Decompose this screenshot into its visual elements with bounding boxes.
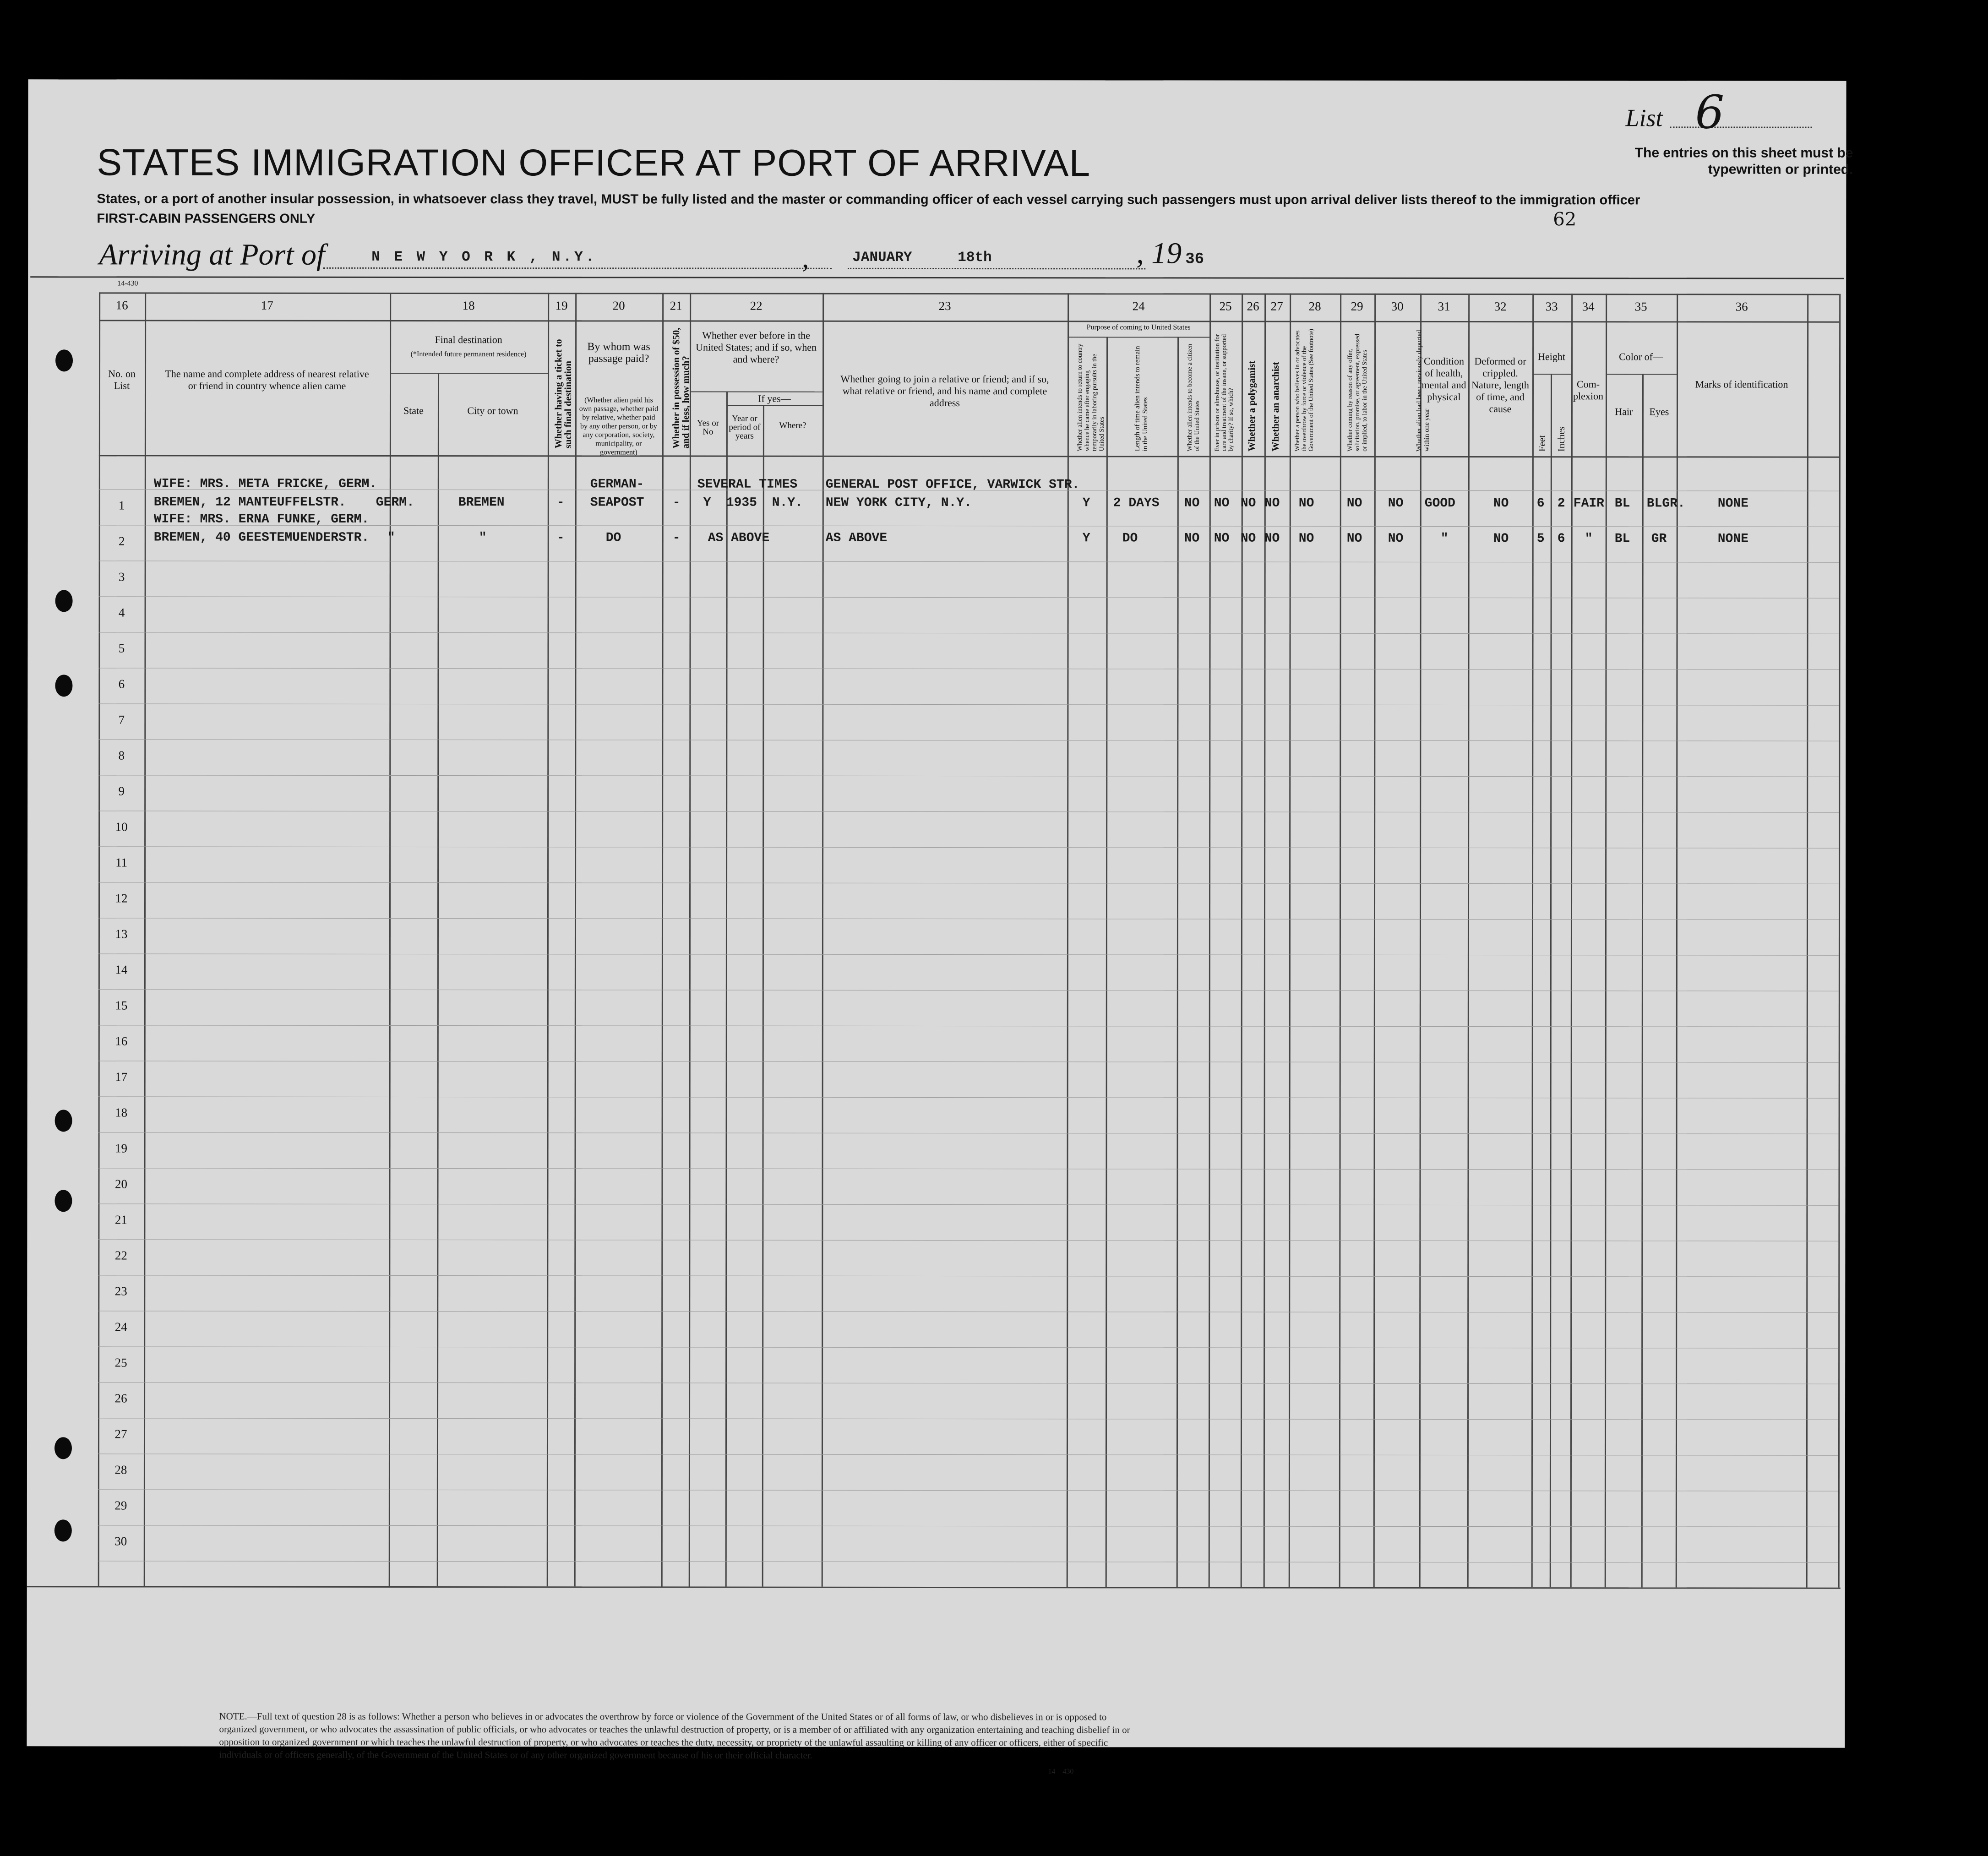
header-overthrow: Whether a person who believes in or advocates the overthrow by force or violence of the Government of the United States (See footnote) (1294, 329, 1315, 452)
col-line (822, 293, 824, 1587)
row2-citizen: NO (1184, 531, 1200, 546)
col-line (389, 293, 391, 1586)
row2-state: " (387, 530, 395, 545)
row1-hair: BL (1614, 496, 1630, 511)
header-state: State (403, 404, 424, 417)
col-number-27: 27 (1270, 299, 1283, 313)
row-number: 18 (115, 1105, 128, 1120)
row-number: 15 (115, 998, 128, 1012)
row-number: 6 (118, 677, 125, 691)
arrival-year (1136, 236, 1204, 271)
sub-rule (1606, 374, 1677, 375)
row-number: 16 (115, 1034, 128, 1048)
row-rule (98, 775, 1839, 777)
col-line (1641, 374, 1644, 1587)
row2-fifty: - (672, 531, 681, 545)
col-number-35: 35 (1634, 299, 1647, 314)
comma-separator: , (802, 243, 809, 273)
row-rule (98, 1275, 1838, 1277)
row-rule (98, 703, 1839, 705)
row-number: 29 (114, 1498, 127, 1513)
row1-deported: NO (1388, 496, 1404, 511)
header-yes-or-no: Yes or No (697, 418, 719, 437)
col-line (1176, 337, 1179, 1587)
col-line (1373, 294, 1376, 1587)
col-line (1806, 294, 1808, 1588)
col-number-20: 20 (612, 299, 625, 313)
col-line (1531, 294, 1534, 1587)
row-number: 14 (115, 963, 128, 977)
row2-eyes: GR (1651, 532, 1667, 546)
row-number: 30 (114, 1534, 127, 1548)
col-number-26: 26 (1247, 299, 1259, 313)
col-number-32: 32 (1494, 299, 1507, 314)
sub-rule (1532, 374, 1571, 375)
row1-fifty: - (672, 495, 681, 510)
row2-anarchist: NO (1264, 531, 1280, 546)
header-eyes: Eyes (1649, 406, 1669, 418)
row-number: 11 (115, 855, 128, 870)
row-rule (98, 846, 1839, 848)
row-rule (98, 1418, 1838, 1420)
row2-feet: 5 (1536, 532, 1545, 546)
year-prefix: , 19 (1136, 236, 1182, 270)
header-year-period: Year or period of years (729, 414, 761, 441)
header-join-relative: Whether going to join a relative or friend; and if so, what relative or friend, and his name and complete address (840, 373, 1049, 409)
header-height: Height (1538, 351, 1566, 363)
header-marks: Marks of identification (1695, 378, 1788, 390)
col-number-29: 29 (1351, 299, 1363, 313)
row-number: 22 (114, 1248, 127, 1263)
row2-paid-line2: DO (605, 531, 621, 545)
row-number: 7 (118, 713, 125, 727)
punch-hole (55, 675, 72, 697)
col-number-16: 16 (115, 298, 128, 312)
manifest-sheet (27, 79, 1853, 1776)
header-final-destination-note: (*Intended future permanent residence) (410, 350, 527, 359)
row2-deported: NO (1388, 531, 1404, 546)
row1-polygamist: NO (1240, 496, 1256, 511)
punch-hole (54, 1437, 72, 1459)
header-inches: Inches (1555, 426, 1567, 452)
row-rule (98, 668, 1839, 669)
row-rule (98, 1561, 1838, 1562)
col-line (547, 293, 549, 1586)
row1-ticket: - (556, 495, 565, 510)
col-number-30: 30 (1391, 299, 1404, 313)
row1-before-yes: Y (703, 495, 711, 510)
row1-state: GERM. (376, 495, 414, 510)
col-line (1106, 337, 1108, 1587)
col-number-24: 24 (1132, 299, 1145, 313)
header-ticket: Whether having a ticket to such final destination (552, 339, 574, 449)
header-rule (30, 276, 1844, 279)
year-suffix: 36 (1185, 250, 1204, 268)
row-rule (98, 1168, 1839, 1170)
row-rule (98, 1025, 1839, 1027)
col-number-36: 36 (1735, 299, 1748, 314)
row-rule (98, 1096, 1839, 1098)
form-code: 14-430 (117, 279, 138, 288)
row2-polygamist: NO (1240, 531, 1256, 546)
header-fifty-dollars: Whether in possession of $50, and if less, how much? (670, 327, 692, 449)
col-number-18: 18 (462, 299, 475, 313)
form-title: STATES IMMIGRATION OFFICER AT PORT OF ARRIVAL (97, 142, 1091, 185)
header-passage-paid-note: (Whether alien paid his own passage, whether paid by relative, whether paid by any other person, or by any corporation, society, municipality, or government) (579, 396, 659, 457)
row-number: 26 (114, 1391, 127, 1405)
table-top-rule (99, 292, 1839, 295)
row-number: 8 (118, 748, 125, 762)
punch-hole (55, 590, 73, 612)
passenger-class-line: FIRST-CABIN PASSENGERS ONLY (97, 211, 316, 226)
col-line (725, 392, 728, 1587)
row2-complexion: " (1585, 532, 1593, 546)
row1-join-line2: NEW YORK CITY, N.Y. (825, 495, 972, 511)
row-number: 28 (114, 1463, 127, 1477)
row1-overthrow: NO (1298, 496, 1314, 511)
table-bottom-rule (27, 1586, 1841, 1589)
row-rule (99, 561, 1839, 562)
col-number-17: 17 (261, 298, 273, 312)
row-number: 5 (118, 641, 125, 655)
col-line (1570, 294, 1573, 1587)
col-line (1241, 294, 1243, 1587)
col-line (1289, 294, 1291, 1587)
col-number-23: 23 (938, 299, 951, 313)
col-number-22: 22 (750, 299, 763, 313)
header-bottom-rule (99, 455, 1839, 457)
row-number: 21 (114, 1213, 127, 1227)
row-rule (98, 1453, 1838, 1455)
row2-deformed: NO (1493, 532, 1509, 546)
row1-city: BREMEN (458, 495, 505, 510)
row1-relative-line1: WIFE: MRS. META FRICKE, GERM. (153, 477, 377, 491)
list-label: List (1625, 104, 1663, 132)
row2-offer: NO (1346, 531, 1362, 546)
sub-rule (726, 405, 822, 406)
row-number: 25 (114, 1355, 127, 1370)
row1-marks: NONE (1717, 496, 1749, 511)
row2-join-line2: AS ABOVE (825, 531, 888, 545)
row2-health: " (1440, 531, 1449, 546)
row-number: 1 (119, 498, 125, 512)
row2-relative-line2: BREMEN, 40 GEESTEMUENDERSTR. (153, 530, 370, 545)
col-number-33: 33 (1545, 299, 1558, 314)
row-rule (98, 1239, 1838, 1241)
footnote-form-code: 14—430 (1048, 1768, 1074, 1776)
row-rule (98, 1346, 1838, 1348)
row1-prison: NO (1214, 496, 1230, 511)
column-number-rule (99, 320, 1839, 322)
col-line (1838, 294, 1841, 1588)
row2-relative-line1: WIFE: MRS. ERNA FUNKE, GERM. (153, 512, 370, 527)
arrival-month: JANUARY (852, 249, 912, 266)
row1-feet: 6 (1536, 496, 1545, 511)
col-line (98, 292, 100, 1586)
col-line (1419, 294, 1422, 1587)
header-labor-offer: Whether coming by reason of any offer, solicitation, promise, or agreement, expressed or implied, to labor in the United States (1346, 333, 1369, 452)
col-line (574, 293, 577, 1586)
row-rules (28, 79, 1846, 81)
col-number-21: 21 (670, 299, 682, 313)
row2-hair: BL (1614, 532, 1630, 546)
row2-city: " (479, 531, 487, 545)
row-rule (98, 1132, 1839, 1134)
row1-health: GOOD (1424, 496, 1456, 511)
row-number: 2 (118, 534, 125, 548)
row2-ticket: - (556, 531, 565, 545)
row1-offer: NO (1346, 496, 1362, 511)
sheet-number: 62 (1553, 209, 1577, 230)
row-number: 12 (115, 891, 128, 905)
row2-inches: 6 (1557, 532, 1565, 546)
arrival-port: N E W Y O R K , N.Y. (371, 249, 597, 266)
header-deformed: Deformed or crippled. Nature, length of time, and cause (1471, 355, 1529, 415)
row1-join-line1: GENERAL POST OFFICE, VARWICK STR. (825, 477, 1080, 492)
header-deported: Whether alien had been previously deported within one year (1415, 330, 1431, 452)
header-city: City or town (467, 405, 518, 417)
col-line (1209, 294, 1211, 1587)
col-line (437, 373, 439, 1586)
header-feet: Feet (1536, 435, 1547, 452)
row-rule (98, 989, 1839, 991)
col-number-34: 34 (1582, 299, 1595, 314)
date-dotted-line (848, 268, 1145, 270)
col-line (762, 405, 764, 1587)
sub-rule (390, 373, 548, 374)
row2-overthrow: NO (1298, 531, 1314, 546)
header-length-of-stay: Length of time alien intends to remain in the United States (1133, 346, 1149, 452)
header-no-on-list: No. on List (108, 368, 136, 392)
punch-hole (55, 1110, 72, 1132)
row-rule (98, 1382, 1838, 1384)
col-line (1339, 294, 1341, 1587)
row-number: 27 (114, 1427, 127, 1441)
header-citizen-intent: Whether alien intends to become a citizen of the United States (1186, 343, 1201, 452)
typewritten-note: The entries on this sheet must be typewritten or printed. (1634, 145, 1853, 177)
row1-complexion: FAIR (1573, 496, 1605, 511)
col-number-28: 28 (1308, 299, 1321, 313)
row2-before-year: AS ABOVE (708, 531, 770, 545)
col-number-25: 25 (1219, 299, 1232, 313)
header-polygamist: Whether a polygamist (1246, 360, 1258, 452)
col-line (1605, 294, 1607, 1587)
row1-length: 2 DAYS (1113, 496, 1160, 511)
row1-before-year: 1935 (726, 495, 757, 510)
row-rule (98, 882, 1839, 884)
form-instructions: States, or a port of another insular possession, in whatsoever class they travel, MUST be fully listed and the master or commanding officer of each vessel carrying such passengers must upon arrival deliver lists thereof to the immigration officer (97, 191, 1640, 208)
header-complexion: Com-plexion (1573, 378, 1603, 402)
header-prison: Ever in prison or almshouse, or institution for care and treatment of the insane, or supported by charity? If so, which? (1214, 334, 1235, 452)
list-dotted-line (1670, 126, 1812, 128)
col-number-19: 19 (555, 299, 568, 313)
row-rule (99, 596, 1839, 598)
row-number: 4 (118, 605, 125, 620)
list-number: 6 (1695, 85, 1725, 139)
row-number: 13 (115, 927, 128, 941)
row-rule (98, 1489, 1838, 1491)
header-relative-address: The name and complete address of nearest relative or friend in country whence alien came (165, 368, 369, 392)
row-rule (98, 739, 1839, 741)
row-number: 10 (115, 820, 128, 834)
arriving-label: Arriving at Port of (99, 238, 325, 272)
row1-return: Y (1082, 496, 1090, 511)
port-dotted-line (323, 267, 832, 269)
row1-paid-line1: GERMAN- (590, 477, 644, 492)
row1-eyes: BLGR. (1646, 496, 1685, 511)
row1-before-where: N.Y. (772, 495, 803, 510)
footnote: NOTE.—Full text of question 28 is as follows: Whether a person who believes in or advocates the overthrow by force or violence of the Government of the United States or of all forms of law, or who disbelieves in or is opposed to organized government, or who advocates the assassination of public officials, or who advocates or teaches the unlawful destruction of property, or is a member of or affiliated with any organization entertaining and teaching disbelief in or opposition to organized government or which teaches the unlawful destruction of property, or who advocates or teaches the duty, necessity, or propriety of the unlawful assaulting or killing of any officer or officers, either of specific individuals or of officers generally, of the Government of the United States or of any other organized government because of his or their official character. (219, 1710, 1130, 1761)
col-line (689, 293, 691, 1587)
row1-citizen: NO (1184, 496, 1200, 511)
header-health: Condition of health, mental and physical (1422, 355, 1466, 403)
row-number: 17 (115, 1070, 128, 1084)
row-number: 20 (114, 1177, 127, 1191)
col-line (144, 292, 146, 1586)
row1-inches: 2 (1557, 496, 1565, 511)
row2-length: DO (1122, 531, 1138, 546)
header-final-destination: Final destination (435, 334, 502, 346)
row2-prison: NO (1214, 531, 1230, 546)
row1-paid-line2: SEAPOST (590, 495, 644, 510)
row-number: 24 (114, 1320, 127, 1334)
header-passage-paid: By whom was passage paid? (587, 341, 650, 365)
col-line (1676, 294, 1678, 1587)
row-rule (98, 1311, 1838, 1312)
row-rule (98, 918, 1839, 920)
col-number-31: 31 (1438, 299, 1450, 313)
row1-deformed: NO (1493, 496, 1509, 511)
row-rule (98, 1203, 1838, 1205)
row-number: 9 (118, 784, 125, 798)
row-rule (98, 1061, 1839, 1062)
row1-relative-line2: BREMEN, 12 MANTEUFFELSTR. (153, 495, 346, 510)
arrival-day: 18th (958, 250, 992, 266)
row-number: 23 (114, 1284, 127, 1298)
row2-return: Y (1082, 531, 1090, 546)
header-color-of: Color of— (1619, 351, 1663, 363)
header-purpose: Purpose of coming to United States (1086, 323, 1191, 332)
header-anarchist: Whether an anarchist (1269, 362, 1281, 452)
header-where: Where? (779, 420, 806, 430)
header-return-intent: Whether alien intends to return to country whence he came after engaging temporarily in laboring pursuits in the United States (1076, 343, 1106, 452)
header-if-yes: If yes— (758, 392, 791, 404)
row-number: 3 (118, 570, 125, 584)
header-ever-before: Whether ever before in the United States; and if so, when and where? (696, 329, 817, 365)
col-line (661, 293, 664, 1586)
row-rule (98, 953, 1839, 955)
punch-hole (54, 1519, 72, 1541)
punch-hole (55, 349, 73, 371)
col-line (1467, 294, 1470, 1587)
col-line (1550, 374, 1552, 1587)
row-rule (98, 811, 1839, 812)
row1-before-line1: SEVERAL TIMES (697, 477, 798, 492)
row-rule (99, 632, 1839, 634)
row-rule (98, 1525, 1838, 1527)
row1-anarchist: NO (1264, 496, 1280, 511)
row2-marks: NONE (1717, 532, 1748, 546)
header-hair: Hair (1615, 406, 1633, 418)
punch-hole (54, 1190, 72, 1212)
row-number: 19 (115, 1141, 128, 1155)
col-line (1264, 294, 1266, 1587)
